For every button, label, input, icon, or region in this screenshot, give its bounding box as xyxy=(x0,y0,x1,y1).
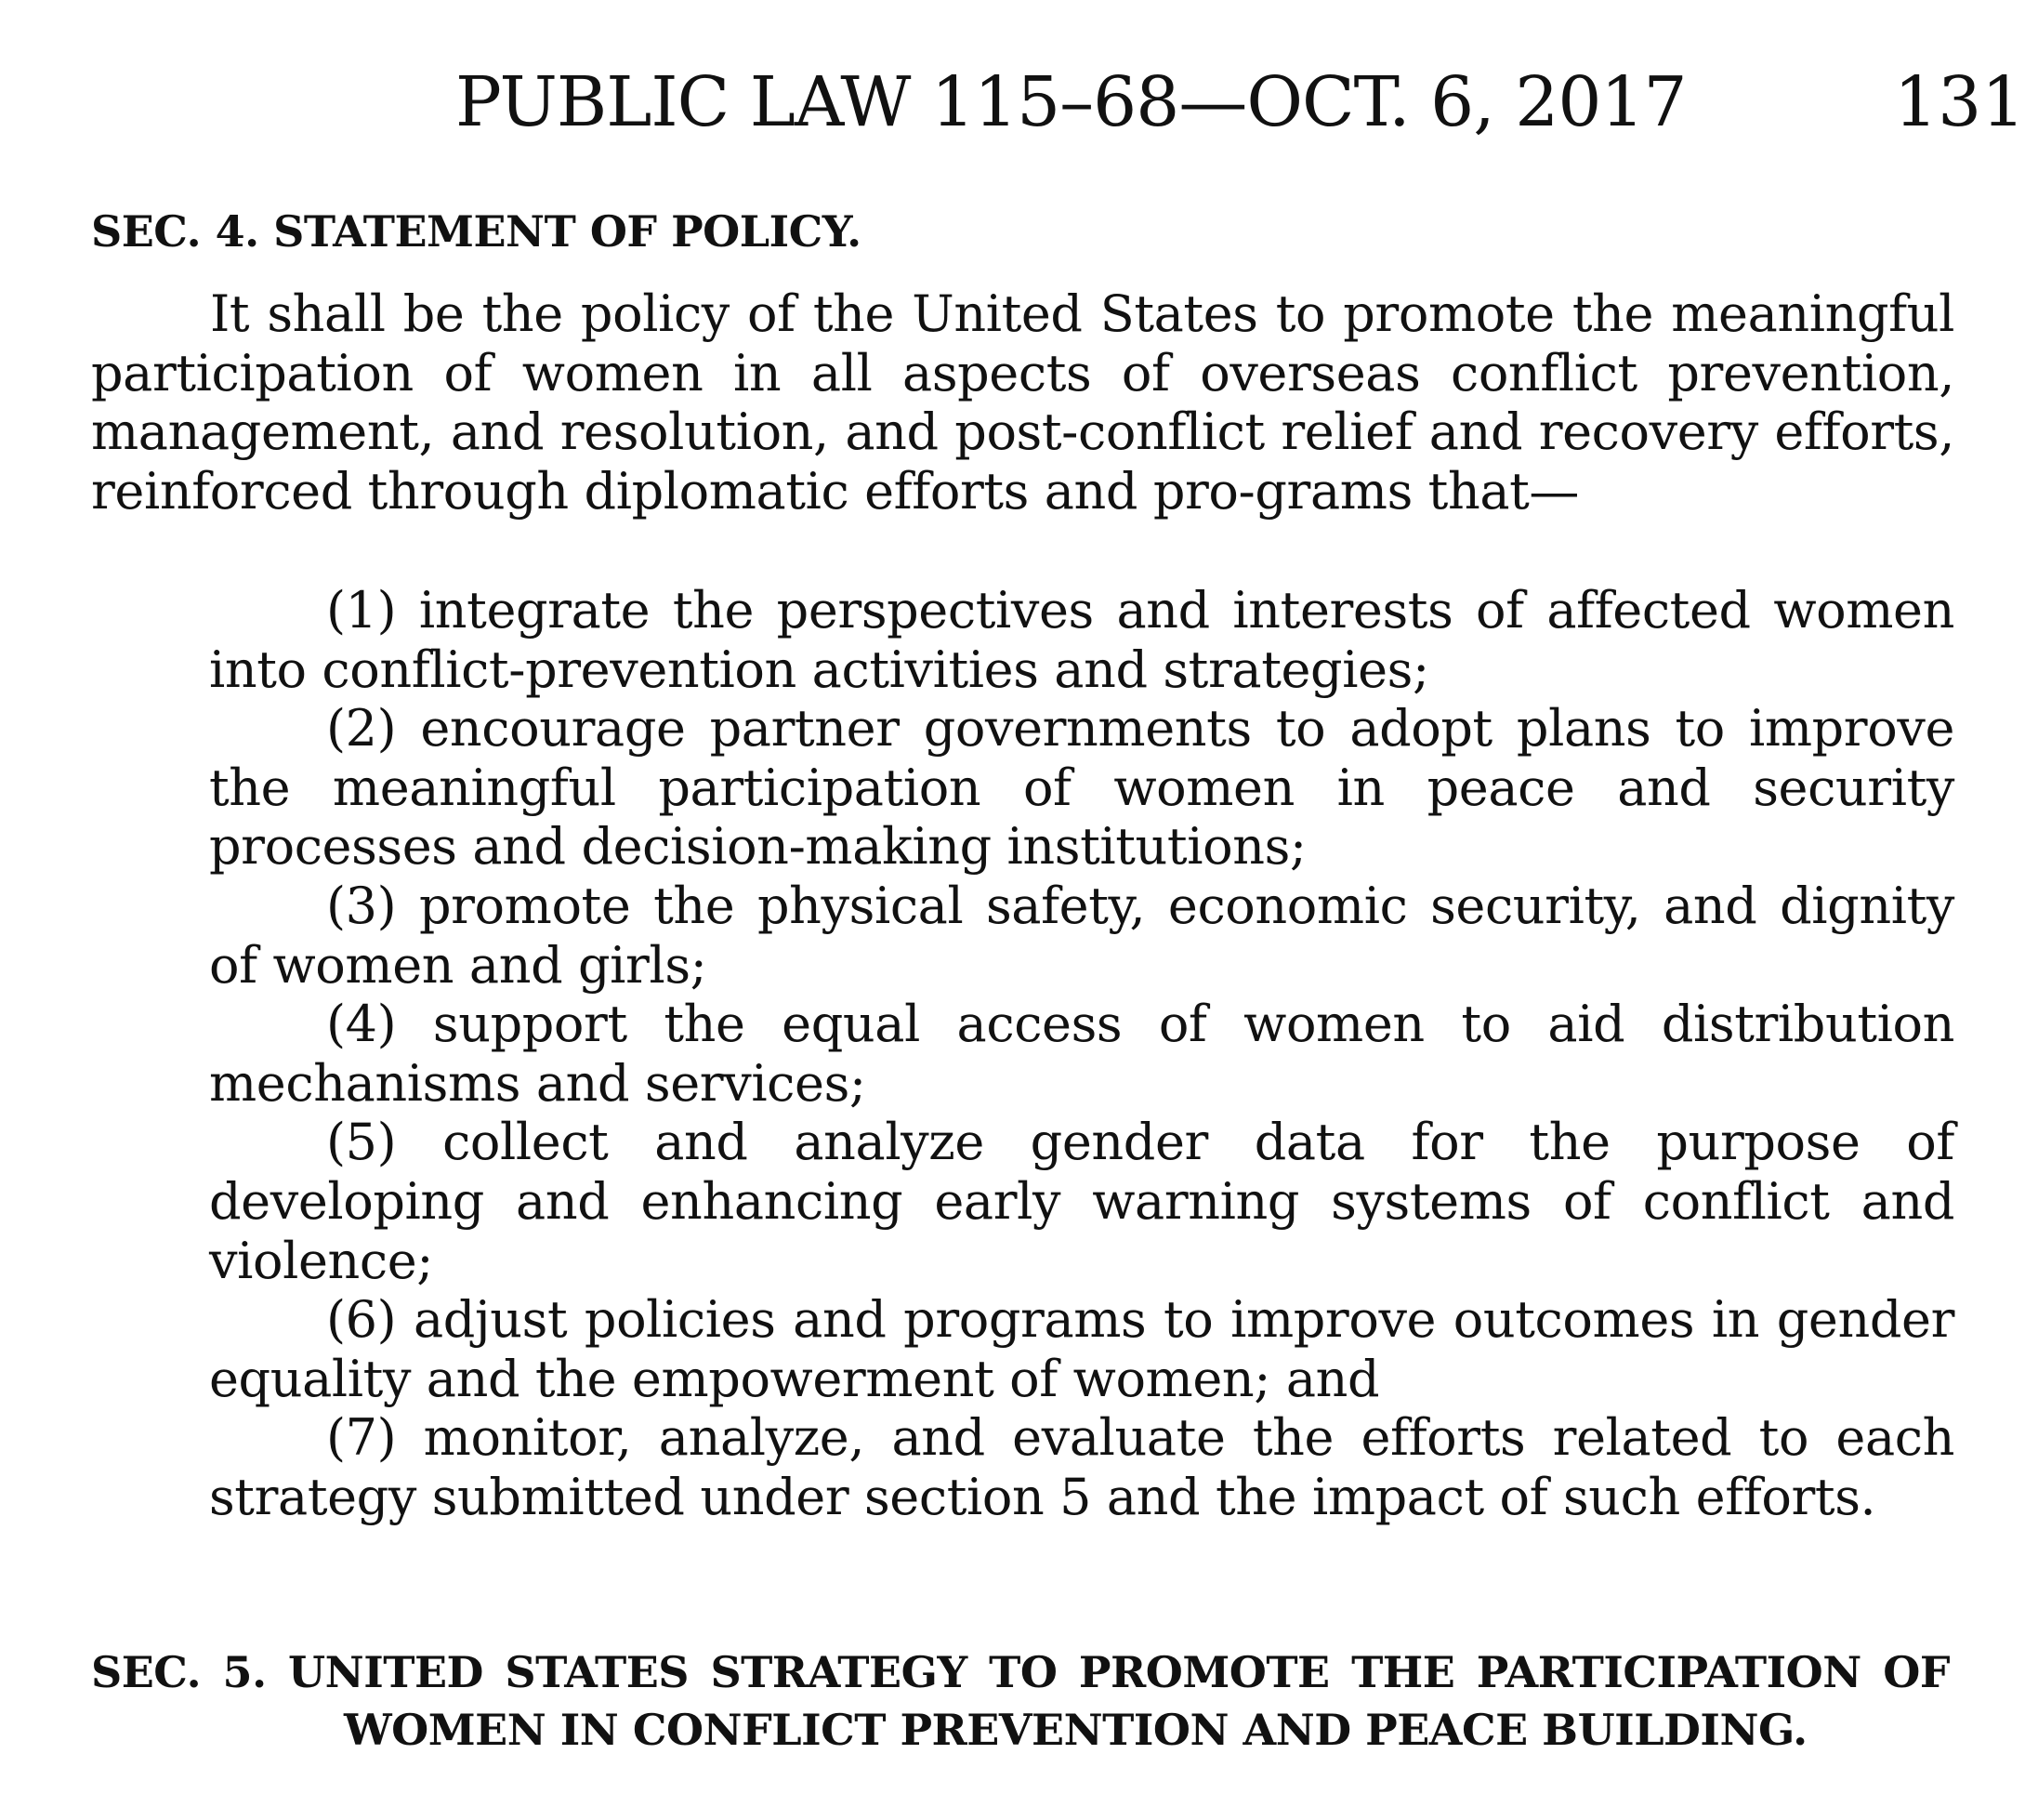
section-4-intro-paragraph: It shall be the policy of the United States to promote the meaningful participation of women in all aspects of overseas conflict prevention, management, and resolution, and post-conflict relief and recovery efforts, reinforced through diplomatic efforts and pro-grams that— xyxy=(91,284,1954,521)
policy-item-7: (7) monitor, analyze, and evaluate the efforts related to each strategy submitted under section 5 and the impact of such efforts. xyxy=(209,1408,1954,1526)
section-5-heading: SEC. 5. UNITED STATES STRATEGY TO PROMOTE THE PARTICIPATION OF WOMEN IN CONFLICT PREVENTION AND PEACE BUILDING. xyxy=(91,1647,1950,1755)
section-4-heading: SEC. 4. STATEMENT OF POLICY. xyxy=(91,206,861,257)
policy-item-2: (2) encourage partner governments to adopt plans to improve the meaningful participation of women in peace and security processes and decision-making institutions; xyxy=(209,699,1954,877)
policy-item-4: (4) support the equal access of women to aid distribution mechanisms and services; xyxy=(209,995,1954,1113)
policy-item-1: (1) integrate the perspectives and interests of affected women into conflict-prevention activities and strategies; xyxy=(209,581,1954,699)
page-number: 131 xyxy=(1894,62,2025,142)
policy-items-list xyxy=(209,581,1954,1527)
policy-item-3: (3) promote the physical safety, economic security, and dignity of women and girls; xyxy=(209,876,1954,995)
policy-item-6: (6) adjust policies and programs to improve outcomes in gender equality and the empowerment of women; and xyxy=(209,1290,1954,1408)
running-header-title: PUBLIC LAW 115–68—OCT. 6, 2017 xyxy=(455,62,1687,142)
policy-item-5: (5) collect and analyze gender data for the purpose of developing and enhancing early warning systems of conflict and violence; xyxy=(209,1113,1954,1290)
